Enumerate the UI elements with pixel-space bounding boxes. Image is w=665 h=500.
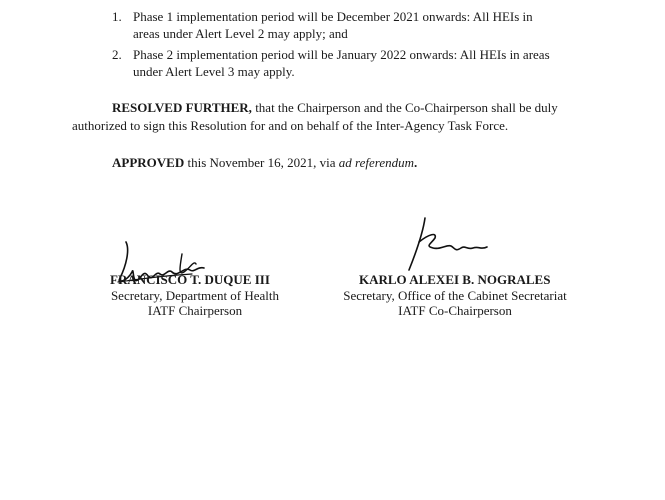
handwritten-signature bbox=[395, 214, 505, 274]
signatory-title: Secretary, Department of Health bbox=[110, 288, 280, 303]
resolved-text: that the Chairperson and the Co-Chairperson shall be duly bbox=[251, 100, 558, 115]
list-item-text: under Alert Level 3 may apply. bbox=[133, 64, 295, 79]
paragraph-line: authorized to sign this Resolution for and on behalf of the Inter-Agency Task Force. bbox=[72, 118, 509, 133]
list-item-text: Phase 2 implementation period will be January 2022 onwards: All HEIs in areas bbox=[133, 47, 550, 62]
list-item-number: 1. bbox=[112, 9, 122, 24]
list-item-text: Phase 1 implementation period will be December 2021 onwards: All HEIs in bbox=[133, 9, 533, 24]
list-item-text: areas under Alert Level 2 may apply; and bbox=[133, 26, 348, 41]
approved-end: . bbox=[413, 155, 418, 170]
approved-line bbox=[112, 155, 417, 171]
approved-lead: APPROVED bbox=[112, 155, 185, 170]
resolved-lead: RESOLVED FURTHER, bbox=[112, 100, 252, 115]
signatory-name: KARLO ALEXEI B. NOGRALES bbox=[359, 272, 551, 287]
paragraph-line bbox=[112, 100, 558, 116]
signatory-title: Secretary, Office of the Cabinet Secretariat bbox=[343, 288, 567, 303]
approved-text: this November 16, 2021, via bbox=[184, 155, 339, 170]
signatory-role: IATF Co-Chairperson bbox=[398, 303, 512, 318]
signatory-role: IATF Chairperson bbox=[147, 303, 243, 318]
approved-italic: ad referendum bbox=[338, 155, 414, 170]
signatory-name: FRANCISCO T. DUQUE III bbox=[110, 272, 270, 287]
list-item-number: 2. bbox=[112, 47, 122, 62]
